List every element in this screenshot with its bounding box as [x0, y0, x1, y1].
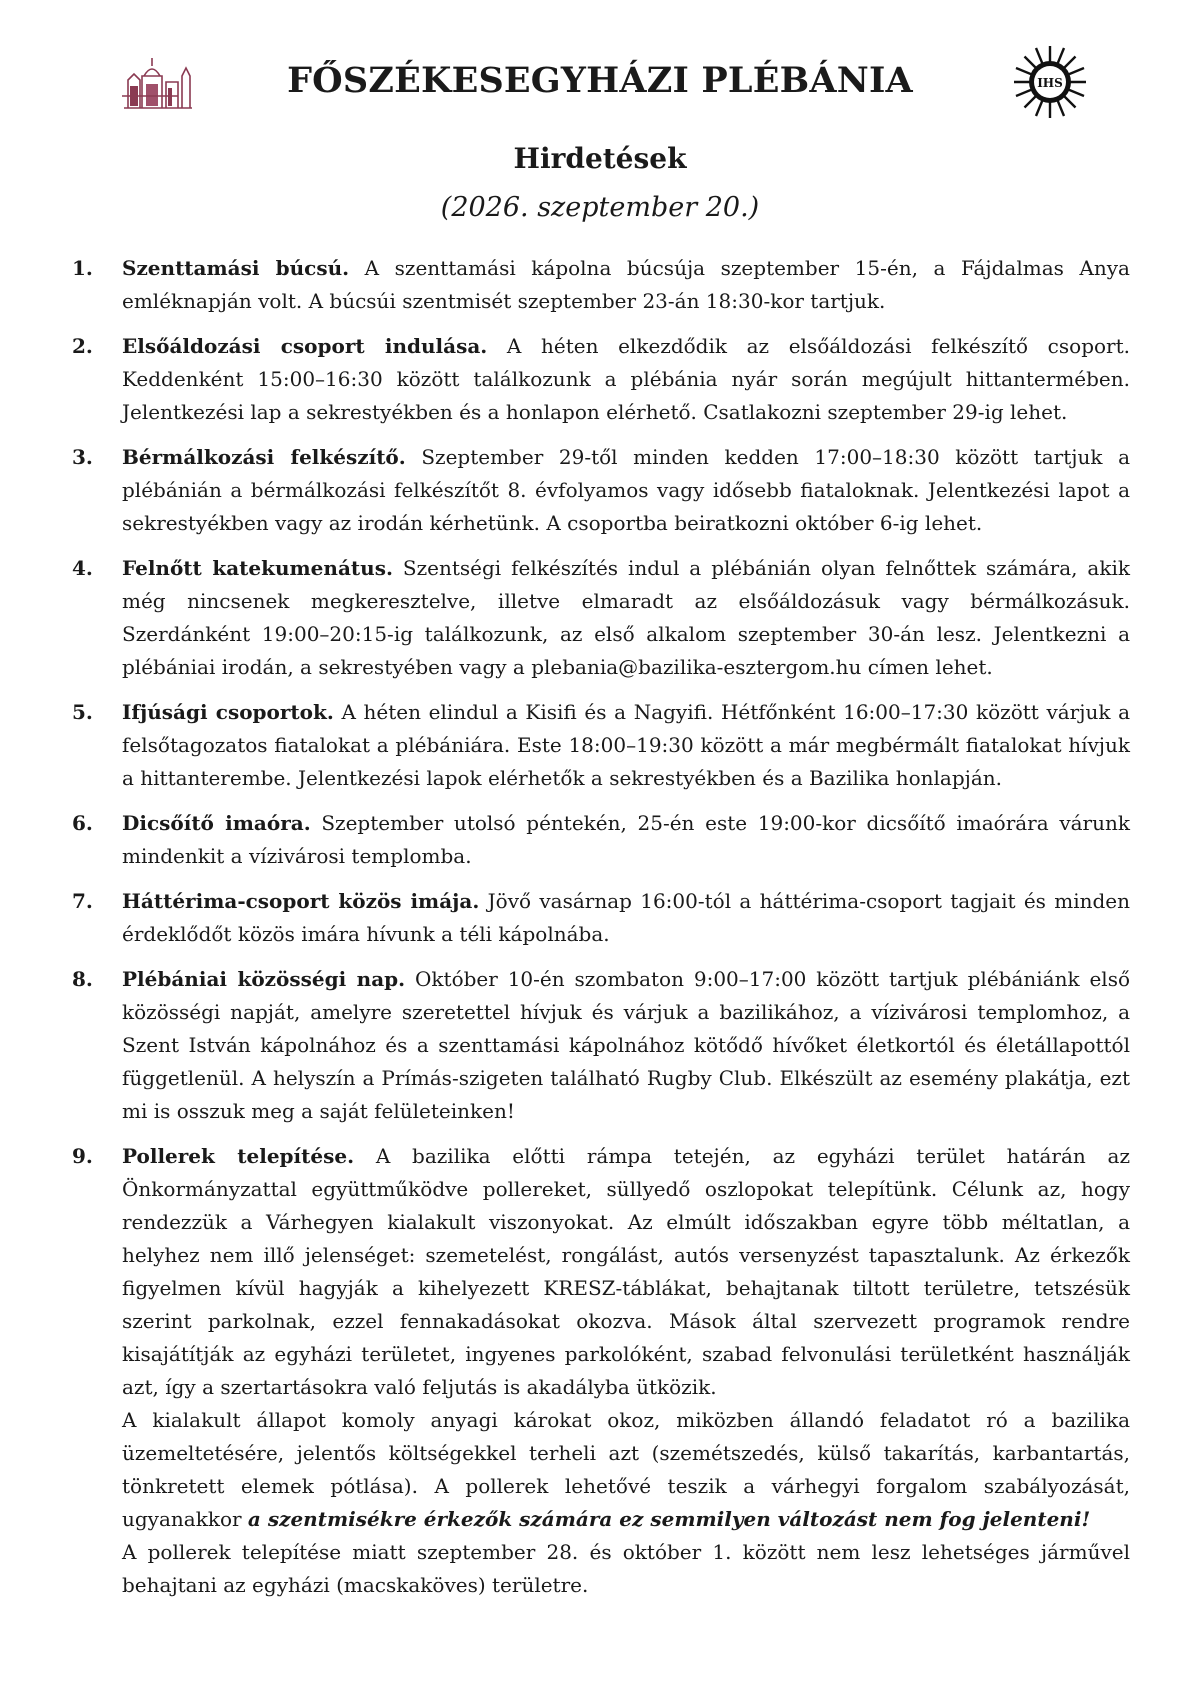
item-text: A bazilika előtti rámpa tetején, az egyházi terület határán az Önkormányzattal együttműködve pollereket, süllyedő oszlopokat telepítünk. Célunk az, hogy rendezzük a Várhegyen kialakult viszonyokat. Az elmúlt időszakban egyre több méltatlan, a helyhez nem illő jelenséget: szemetelést, rongálást, autós versenyzést tapasztalunk. Az érkezők figyelmen kívül hagyják a kihelyezett KRESZ-táblákat, behajtanak tiltott területre, tetszésük szerint parkolnak, ezzel fennakadásokat okozva. Mások által szervezett programok rendre kisajátítják az egyházi területet, ingyenes parkolóként, szabad felvonulási területként használják azt, így a szertartásokra való feljutás is akadályba ütközik.: [122, 1144, 1130, 1399]
item-title: Ifjúsági csoportok.: [122, 700, 334, 724]
item-text: A héten elkezdődik az elsőáldozási felkészítő csoport. Keddenként 15:00–16:30 között találkozunk a plébánia nyár során megújult hittantermében. Jelentkezési lap a sekrestyékben és a honlapon elérhető. Csatlakozni szeptember 29-ig lehet.: [122, 334, 1130, 424]
item-text: A kialakult állapot komoly anyagi károkat okoz, miközben állandó feladatot ró a bazilika üzemeltetésére, jelentős költségekkel terheli azt (szemétszedés, külső takarítás, karbantartás, tönkretett elemek pótlása). A pollerek lehetővé teszik a várhegyi forgalom szabályozását, ugyanakkor: [122, 1408, 1130, 1531]
svg-text:IHS: IHS: [1037, 76, 1063, 90]
announcement-item: [72, 963, 1130, 1128]
item-title: Elsőáldozási csoport indulása.: [122, 334, 488, 358]
item-paragraph: [122, 1140, 1130, 1404]
item-text: A héten elindul a Kisifi és a Nagyifi. Hétfőnként 16:00–17:30 között várjuk a felsőtagozatos fiatalokat a plébániára. Este 18:00–19:30 között a már megbérmált fiatalokat hívjuk a hittanterembe. Jelentkezési lapok elérhetők a sekrestyékben és a Bazilika honlapján.: [122, 700, 1131, 790]
item-title: Szenttamási búcsú.: [122, 256, 350, 280]
announcement-list: [72, 252, 1130, 1614]
item-body: [122, 963, 1130, 1128]
item-number: 6.: [72, 811, 93, 835]
item-body: [122, 807, 1130, 873]
item-body: [122, 696, 1130, 795]
item-body: [122, 330, 1130, 429]
page-date: (2026. szeptember 20.): [440, 192, 760, 223]
page-subtitle: Hirdetések: [513, 142, 687, 175]
item-title: Háttérima-csoport közös imája.: [122, 889, 480, 913]
item-body: [122, 552, 1130, 684]
item-title: Felnőtt katekumenátus.: [122, 556, 393, 580]
announcement-item: [72, 807, 1130, 873]
item-body: [122, 1140, 1130, 1602]
page-title: FŐSZÉKESEGYHÁZI PLÉBÁNIA: [287, 60, 913, 101]
item-number: 7.: [72, 889, 93, 913]
item-body: [122, 441, 1130, 540]
item-emphasis: a szentmisékre érkezők számára ez semmilyen változást nem fog jelenteni!: [247, 1507, 1091, 1531]
announcement-item: [72, 1140, 1130, 1602]
item-number: 5.: [72, 700, 93, 724]
item-number: 4.: [72, 556, 93, 580]
item-title: Pollerek telepítése.: [122, 1144, 355, 1168]
announcement-item: [72, 552, 1130, 684]
announcement-item: [72, 330, 1130, 429]
announcement-item: [72, 252, 1130, 318]
item-title: Plébániai közösségi nap.: [122, 967, 406, 991]
item-text: Október 10-én szombaton 9:00–17:00 között tartjuk plébániánk első közösségi napját, amelyre szeretettel hívjuk és várjuk a bazilikához, a vízivárosi templomhoz, a Szent István kápolnához és a szenttamási kápolnához kötődő hívőket életkortól és életállapottól függetlenül. A helyszín a Prímás-szigeten található Rugby Club. Elkészült az esemény plakátja, ezt mi is osszuk meg a saját felületeinken!: [122, 967, 1130, 1123]
item-number: 9.: [72, 1144, 93, 1168]
item-paragraph: [122, 1404, 1130, 1536]
item-body: [122, 885, 1130, 951]
item-number: 2.: [72, 334, 93, 358]
item-text: A szenttamási kápolna búcsúja szeptember 15-én, a Fájdalmas Anya emléknapján volt. A búcsúi szentmisét szeptember 23-án 18:30-kor tartjuk.: [122, 256, 1130, 313]
announcement-item: [72, 696, 1130, 795]
item-title: Bérmálkozási felkészítő.: [122, 445, 406, 469]
item-title: Dicsőítő imaóra.: [122, 811, 311, 835]
item-number: 8.: [72, 967, 93, 991]
item-text: Jövő vasárnap 16:00-tól a háttérima-csoport tagjait és minden érdeklődőt közös imára hívunk a téli kápolnába.: [122, 889, 1130, 946]
item-text: Szeptember 29-től minden kedden 17:00–18:30 között tartjuk a plébánián a bérmálkozási felkészítőt 8. évfolyamos vagy idősebb fiataloknak. Jelentkezési lapot a sekrestyékben vagy az irodán kérhetünk. A csoportba beiratkozni október 6-ig lehet.: [122, 445, 1130, 535]
item-number: 3.: [72, 445, 93, 469]
item-paragraph: A pollerek telepítése miatt szeptember 28. és október 1. között nem lesz lehetséges járművel behajtani az egyházi (macskaköves) területre.: [122, 1540, 1130, 1597]
item-text: Szentségi felkészítés indul a plébánián olyan felnőttek számára, akik még nincsenek megkeresztelve, illetve elmaradt az elsőáldozásuk vagy bérmálkozásuk. Szerdánként 19:00–20:15-ig találkozunk, az első alkalom szeptember 30-án lesz. Jelentkezni a plébániai irodán, a sekrestyében vagy a plebania@bazilika-esztergom.hu címen lehet.: [122, 556, 1130, 679]
item-body: [122, 252, 1130, 318]
announcement-item: [72, 885, 1130, 951]
item-number: 1.: [72, 256, 93, 280]
item-text: Szeptember utolsó péntekén, 25-én este 19:00-kor dicsőítő imaórára várunk mindenkit a vízivárosi templomba.: [122, 811, 1130, 868]
announcement-item: [72, 441, 1130, 540]
